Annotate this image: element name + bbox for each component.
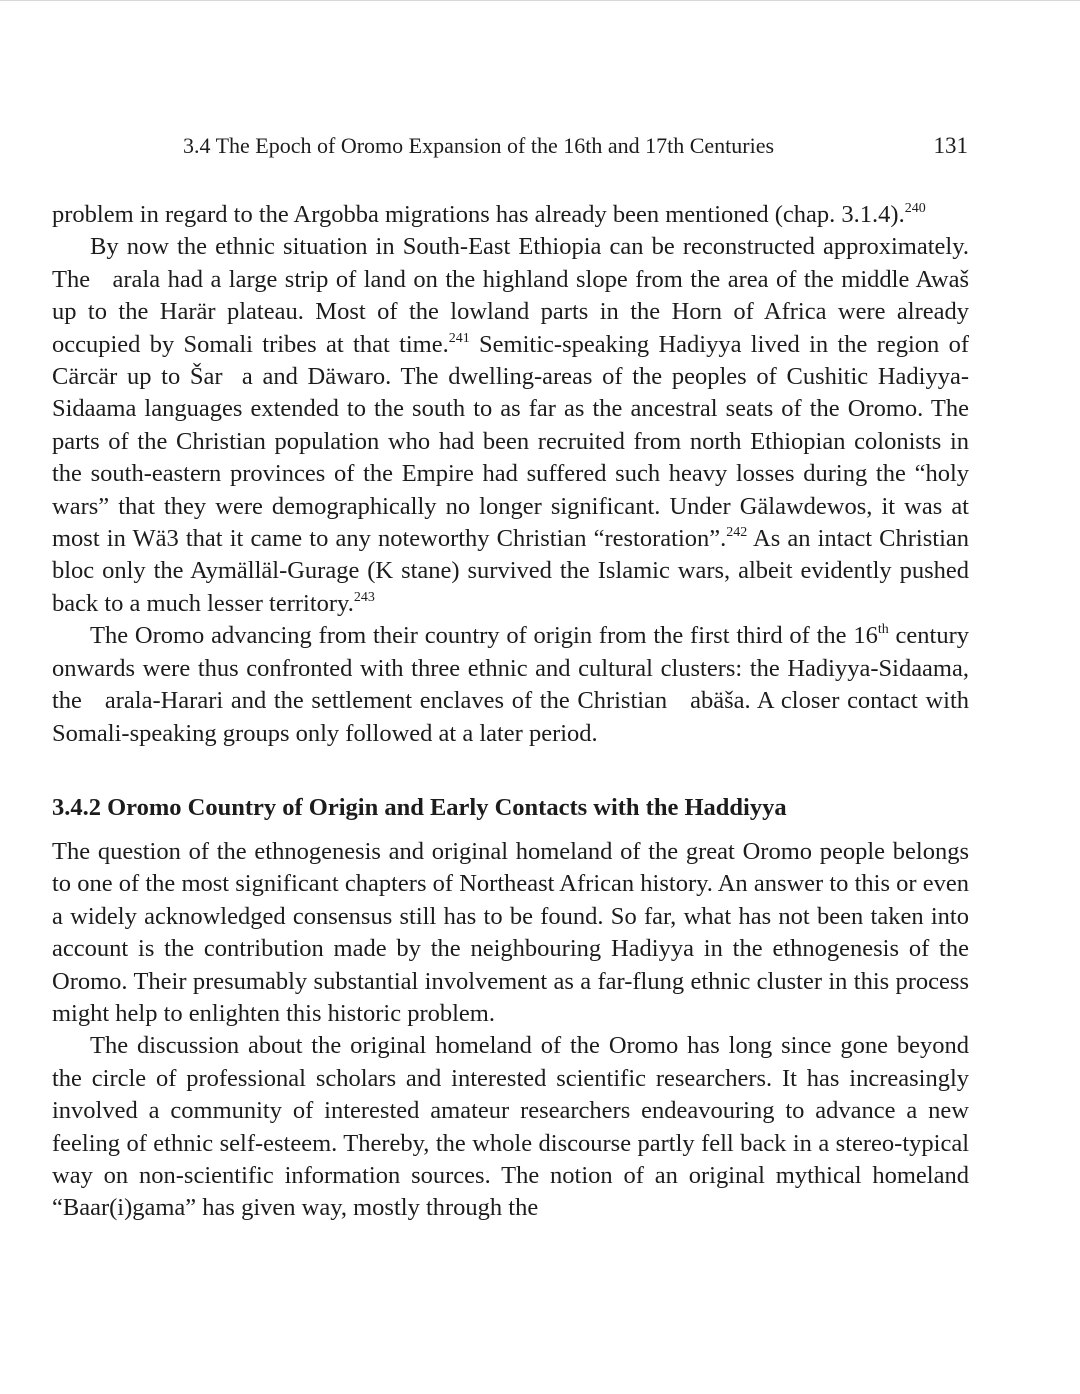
paragraph-text-2: century onwards were thus confronted with three ethnic and cultural clusters: the Hadiyya-Sidaama, the arala-Harari and the settlement enclaves of the Christian abäša. A closer contact with Somali-speaking groups only followed at a later period. xyxy=(52,622,970,747)
paragraph-text-1: The Oromo advancing from their country of origin from the first third of the 16 xyxy=(90,622,878,650)
section-heading: 3.4.2 Oromo Country of Origin and Early Contacts with the Haddiyya xyxy=(52,793,787,821)
paragraph-homeland-discussion: The discussion about the original homeland of the Oromo has long since gone beyond the circle of professional scholars and interested scientific researchers. It has increasingly involved a community of interested amateur researchers endeavouring to advance a new feeling of ethnic self-esteem. Thereby, the whole discourse partly fell back in a stereo-typical way on non-scientific information sources. The notion of an original mythical homeland “Baar(i)gama” has given way, mostly through the xyxy=(52,1032,969,1222)
ordinal-superscript: th xyxy=(877,622,889,638)
running-header xyxy=(183,128,968,162)
paragraph-ethnogenesis-question: The question of the ethnogenesis and original homeland of the great Oromo people belongs to one of the most significant chapters of Northeast African history. An answer to this or even a widely acknowledged consensus still has to be found. So far, what has not been taken into account is the contribution made by the neighbouring Hadiyya in the ethnogenesis of the Oromo. Their presumably substantial involvement as a far-flung ethnic cluster in this process might help to enlighten this historic problem. xyxy=(52,837,969,1027)
footnote-ref-242: 242 xyxy=(726,525,748,541)
paragraph-oromo-advance xyxy=(52,620,969,750)
footnote-ref-240: 240 xyxy=(904,201,926,216)
paragraph-argobba-continuation xyxy=(52,199,969,231)
page-number: 131 xyxy=(933,133,968,158)
paragraph-text: problem in regard to the Argobba migrations has already been mentioned (chap. 3.1.4). xyxy=(52,201,905,228)
paragraph-ethnic-situation xyxy=(52,231,969,620)
footnote-ref-243: 243 xyxy=(353,589,375,605)
paragraph-text-3: As an intact Christian bloc only the Aymälläl-Gurage (K stane) survived the Islamic wars, albeit evidently pushed back to a much lesser territory. xyxy=(52,525,970,617)
paragraph-text-1: By now the ethnic situation in South-East Ethiopia can be reconstructed approximately. The arala had a large strip of land on the highland slope from the area of the middle Awaš up to the Harär plateau. Most of the lowland parts in the Horn of Africa were already occupied by Somali tribes at that time. xyxy=(52,233,969,358)
page-top-rule xyxy=(0,0,1080,1)
footnote-ref-241: 241 xyxy=(448,330,470,346)
paragraph-text-2: Semitic-speaking Hadiyya lived in the region of Cärcär up to Šar a and Däwaro. The dwelling-areas of the peoples of Cushitic Hadiyya-Sidaama languages extended to the south to as far as the ancestral seats of the Oromo. The parts of the Christian population who had been recruited from north Ethiopian colonists in the south-eastern provinces of the Empire had suffered such heavy losses during the “holy wars” that they were demographically no longer significant. Under Gälawdewos, it was at most in Wä3 that it came to any noteworthy Christian “restoration”. xyxy=(52,330,970,553)
running-title: 3.4 The Epoch of Oromo Expansion of the 16th and 17th Centuries xyxy=(183,133,775,158)
page-body xyxy=(52,199,969,1225)
